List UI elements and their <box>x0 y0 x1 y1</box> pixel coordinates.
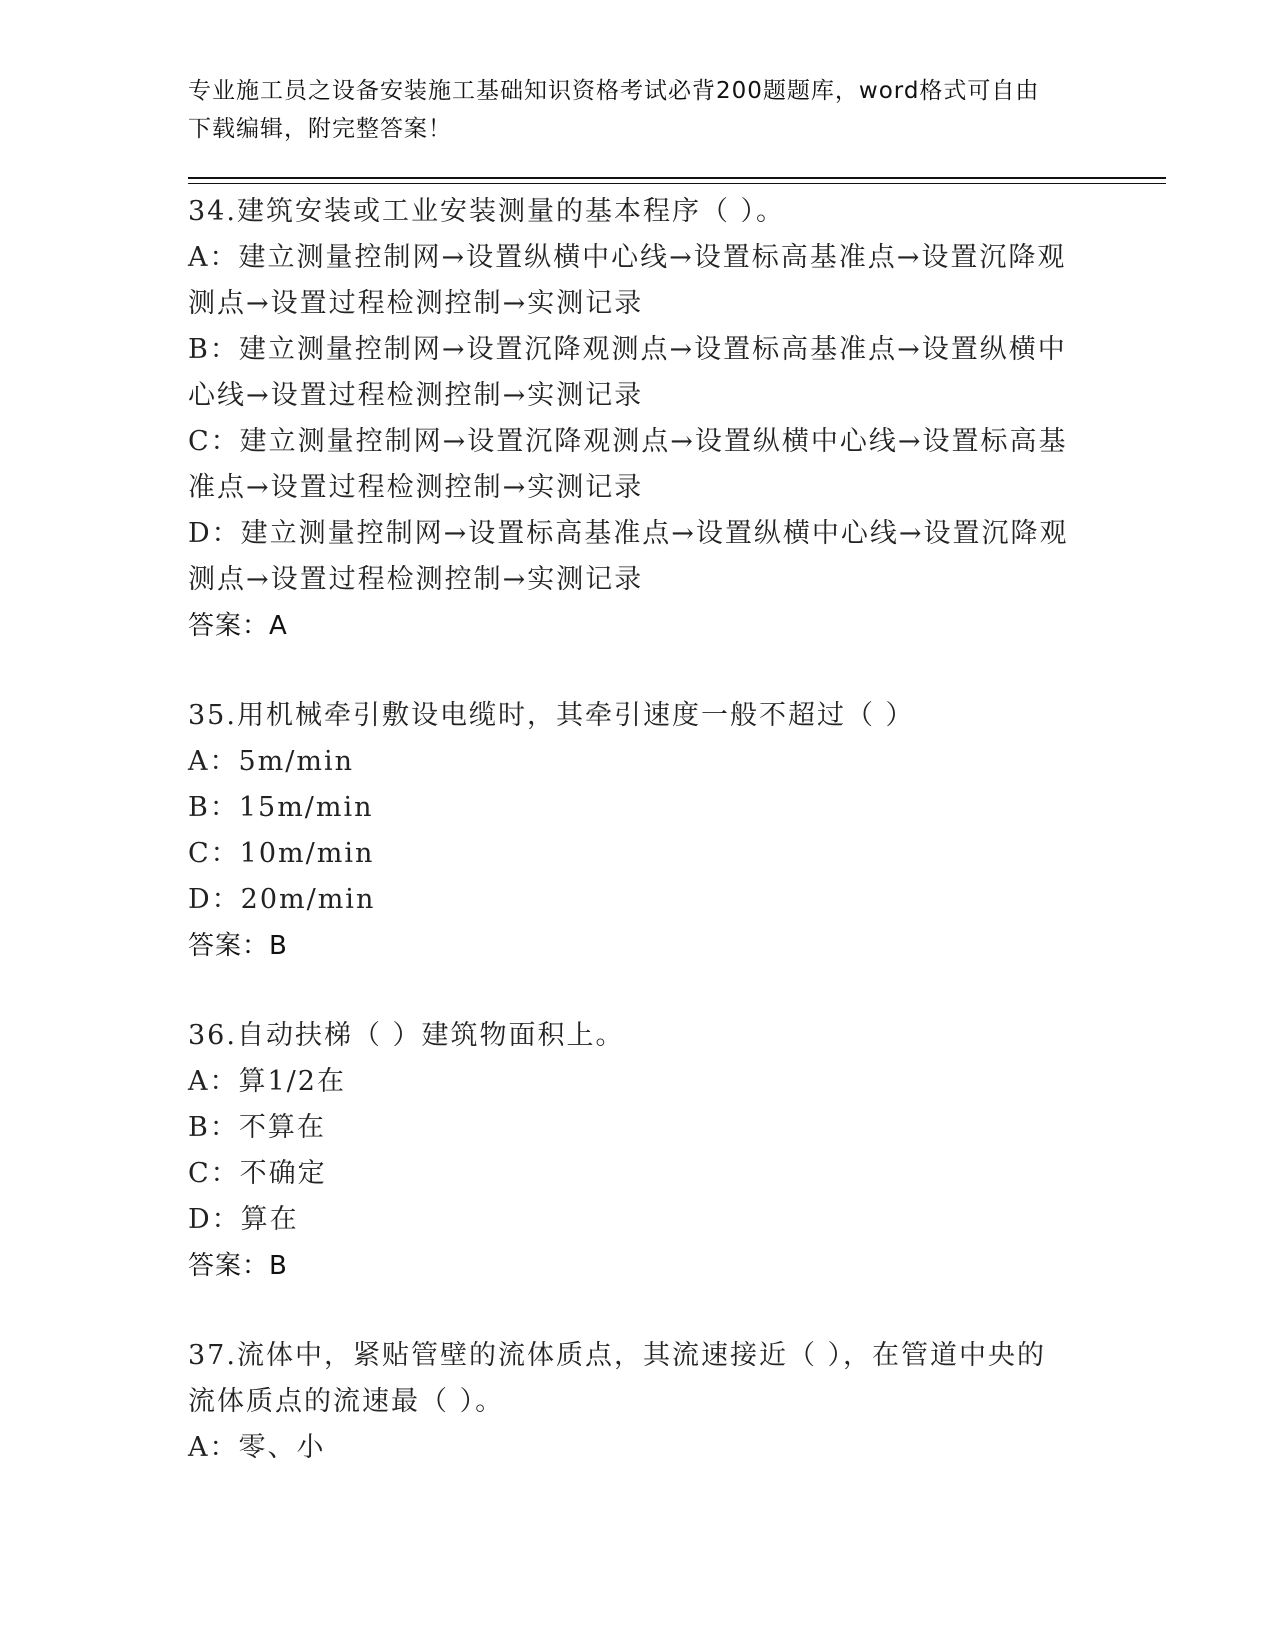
option-a: A：算1/2在 <box>188 1066 346 1097</box>
question-35 <box>188 693 1088 969</box>
answer-label: 答案：A <box>188 611 288 641</box>
question-34 <box>188 189 1088 649</box>
question-spacer <box>188 1289 1088 1333</box>
question-stem: 流体质点的流速最（ ）。 <box>188 1386 505 1417</box>
option-b <box>188 327 1088 419</box>
question-spacer <box>188 969 1088 1013</box>
option-line: D：建立测量控制网→设置标高基准点→设置纵横中心线→设置沉降观 <box>188 518 1069 549</box>
question-spacer <box>188 649 1088 693</box>
option-line: C：建立测量控制网→设置沉降观测点→设置纵横中心线→设置标高基 <box>188 426 1068 457</box>
option-c <box>188 419 1088 511</box>
question-list <box>188 189 1088 1471</box>
header-divider-thin <box>188 183 1166 184</box>
header-line-1: 专业施工员之设备安装施工基础知识资格考试必背200题题库，word格式可自由 <box>188 78 1040 104</box>
option-line: 准点→设置过程检测控制→实测记录 <box>188 472 644 503</box>
option-a <box>188 235 1088 327</box>
question-stem: 37.流体中，紧贴管壁的流体质点，其流速接近（ ），在管道中央的 <box>188 1340 1047 1371</box>
question-stem: 36.自动扶梯（ ）建筑物面积上。 <box>188 1020 625 1051</box>
option-d <box>188 511 1088 603</box>
question-36 <box>188 1013 1088 1289</box>
option-b: B：15m/min <box>188 792 374 823</box>
document-header <box>188 72 1078 148</box>
answer-label: 答案：B <box>188 931 288 961</box>
question-stem: 34.建筑安装或工业安装测量的基本程序（ ）。 <box>188 196 786 227</box>
option-d: D：算在 <box>188 1204 299 1235</box>
option-a: A：零、小 <box>188 1432 326 1463</box>
answer-label: 答案：B <box>188 1251 288 1281</box>
option-b: B：不算在 <box>188 1112 326 1143</box>
option-line: 测点→设置过程检测控制→实测记录 <box>188 564 644 595</box>
option-d: D：20m/min <box>188 884 376 915</box>
option-line: 心线→设置过程检测控制→实测记录 <box>188 380 644 411</box>
option-c: C：不确定 <box>188 1158 327 1189</box>
question-stem: 35.用机械牵引敷设电缆时，其牵引速度一般不超过（ ） <box>188 700 915 731</box>
question-37 <box>188 1333 1088 1471</box>
header-line-2: 下载编辑，附完整答案！ <box>188 116 452 142</box>
option-line: B：建立测量控制网→设置沉降观测点→设置标高基准点→设置纵横中 <box>188 334 1067 365</box>
header-divider-thick <box>188 177 1166 179</box>
option-c: C：10m/min <box>188 838 375 869</box>
option-a: A：5m/min <box>188 746 355 777</box>
option-line: 测点→设置过程检测控制→实测记录 <box>188 288 644 319</box>
option-line: A：建立测量控制网→设置纵横中心线→设置标高基准点→设置沉降观 <box>188 242 1067 273</box>
